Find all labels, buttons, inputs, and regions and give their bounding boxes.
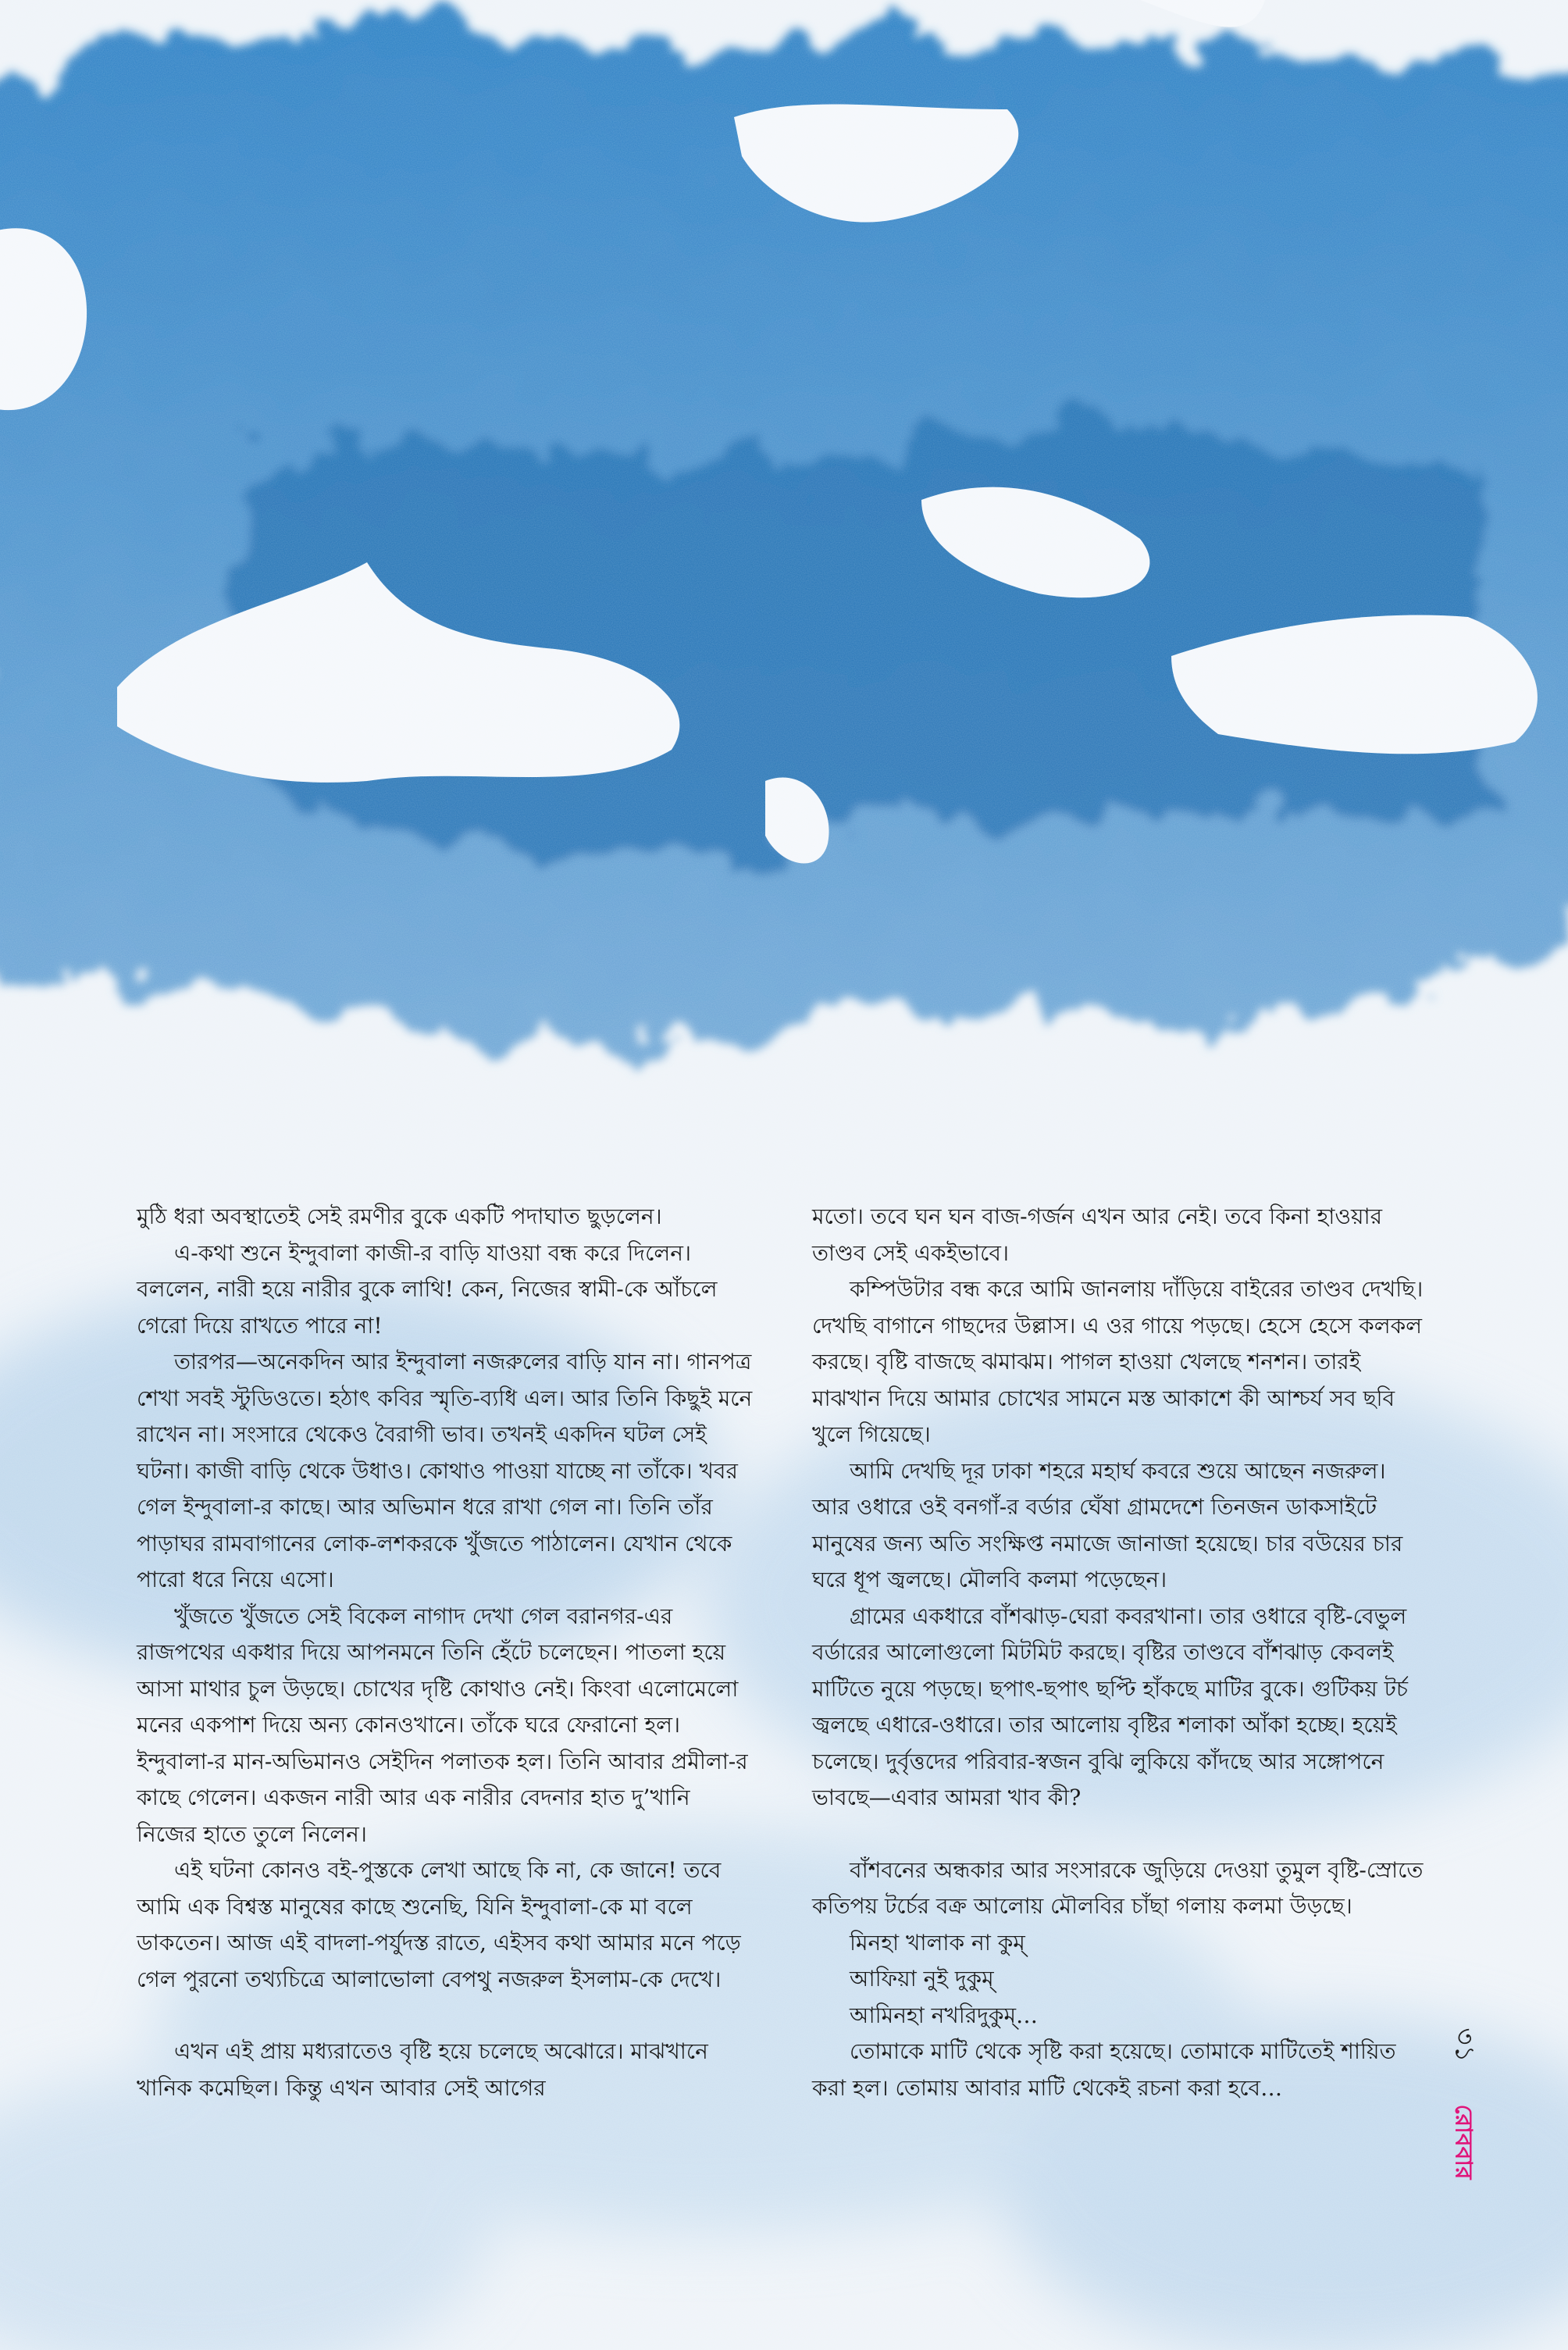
- paragraph: এ-কথা শুনে ইন্দুবালা কাজী-র বাড়ি যাওয়া বন্ধ করে দিলেন। বললেন, নারী হয়ে নারীর বুকে লাথি! কেন, নিজের স্বামী-কে আঁচলে গেরো দিয়ে রাখতে পারে না!: [137, 1239, 718, 1339]
- paragraph: কম্পিউটার বন্ধ করে আমি জানলায় দাঁড়িয়ে বাইরের তাণ্ডব দেখছি। দেখছি বাগানে গাছদের উল্লাস। এ ওর গায়ে পড়ছে। হেসে হেসে কলকল করছে। বৃষ্টি বাজছে ঝমাঝম। পাগল হাওয়া খেলছে শনশন। তারই মাঝখান দিয়ে আমার চোখের সামনে মস্ত আকাশে কী আশ্চর্য সব ছবি খুলে গিয়েছে।: [812, 1276, 1424, 1447]
- paragraph: মুঠি ধরা অবস্থাতেই সেই রমণীর বুকে একটি পদাঘাত ছুড়লেন।: [137, 1204, 662, 1229]
- magazine-name: রোববার: [1449, 2104, 1477, 2180]
- paragraph: এই ঘটনা কোনও বই-পুস্তকে লেখা আছে কি না, কে জানে! তবে আমি এক বিশ্বস্ত মানুষের কাছে শুনেছি, যিনি ইন্দুবালা-কে মা বলে ডাকতেন। আজ এই বাদলা-পর্যুদস্ত রাতে, এইসব কথা আমার মনে পড়ে গেল পুরনো তথ্যচিত্রে আলাভোলা বেপথু নজরুল ইসলাম-কে দেখে।: [137, 1857, 741, 1992]
- article-column-left: [137, 1199, 754, 2106]
- paragraph: খুঁজতে খুঁজতে সেই বিকেল নাগাদ দেখা গেল বরানগর-এর রাজপথের একধার দিয়ে আপনমনে তিনি হেঁটে চলেছেন। পাতলা হয়ে আসা মাথার চুল উড়ছে। চোখের দৃষ্টি কোথাও নেই। কিংবা এলোমেলো মনের একপাশ দিয়ে অন্য কোনওখানে। তাঁকে ঘরে ফেরানো হল। ইন্দুবালা-র মান-অভিমানও সেইদিন পলাতক হল। তিনি আবার প্রমীলা-র কাছে গেলেন। একজন নারী আর এক নারীর বেদনার হাত দু’খানি নিজের হাতে তুলে নিলেন।: [137, 1603, 748, 1847]
- paragraph: তোমাকে মাটি থেকে সৃষ্টি করা হয়েছে। তোমাকে মাটিতেই শায়িত করা হল। তোমায় আবার মাটি থেকেই রচনা করা হবে…: [812, 2038, 1396, 2101]
- verse-line: আমিনহা নখরিদুকুম্…: [850, 2002, 1039, 2028]
- article-column-right: [812, 1199, 1429, 2106]
- paragraph: এখন এই প্রায় মধ্যরাতেও বৃষ্টি হয়ে চলেছে অঝোরে। মাঝখানে খানিক কমেছিল। কিন্তু এখন আবার সেই আগের: [137, 2038, 708, 2101]
- paragraph: মতো। তবে ঘন ঘন বাজ-গর্জন এখন আর নেই। তবে কিনা হাওয়ার তাণ্ডব সেই একইভাবে।: [812, 1204, 1382, 1266]
- verse-line: আফিয়া নুই দুকুম্: [850, 1966, 994, 1992]
- paragraph: আমি দেখছি দূর ঢাকা শহরে মহার্ঘ কবরে শুয়ে আছেন নজরুল। আর ওধারে ওই বনগাঁ-র বর্ডার ঘেঁষা গ্রামদেশে তিনজন ডাকসাইটে মানুষের জন্য অতি সংক্ষিপ্ত নমাজে জানাজা হয়েছে। চার বউয়ের চার ঘরে ধূপ জ্বলছে। মৌলবি কলমা পড়েছেন।: [812, 1457, 1403, 1592]
- section-break: [812, 1817, 1429, 1853]
- verse-line: মিনহা খালাক না কুম্: [850, 1929, 1025, 1956]
- section-break: [137, 1998, 754, 2034]
- page-number: ৩১: [1449, 2027, 1481, 2063]
- paragraph: তারপর—অনেকদিন আর ইন্দুবালা নজরুলের বাড়ি যান না। গানপত্র শেখা সবই স্টুডিওতে। হঠাৎ কবির স্মৃতি-ব্যধি এল। আর তিনি কিছুই মনে রাখেন না। সংসারে থেকেও বৈরাগী ভাব। তখনই একদিন ঘটল সেই ঘটনা। কাজী বাড়ি থেকে উধাও। কোথাও পাওয়া যাচ্ছে না তাঁকে। খবর গেল ইন্দুবালা-র কাছে। আর অভিমান ধরে রাখা গেল না। তিনি তাঁর পাড়াঘর রামবাগানের লোক-লশকরকে খুঁজতে পাঠালেন। যেখান থেকে পারো ধরে নিয়ে এসো।: [137, 1349, 753, 1592]
- paragraph: বাঁশবনের অন্ধকার আর সংসারকে জুড়িয়ে দেওয়া তুমুল বৃষ্টি-স্রোতে কতিপয় টর্চের বক্র আলোয় মৌলবির চাঁছা গলায় কলমা উড়ছে।: [812, 1856, 1424, 1919]
- folio: [1443, 2023, 1482, 2180]
- paragraph: গ্রামের একধারে বাঁশঝাড়-ঘেরা কবরখানা। তার ওধারে বৃষ্টি-বেভুল বর্ডারের আলোগুলো মিটমিট করছে। বৃষ্টির তাণ্ডবে বাঁশঝাড় কেবলই মাটিতে নুয়ে পড়ছে। ছপাৎ-ছপাৎ ছপ্টি হাঁকছে মাটির বুকে। গুটিকয় টর্চ জ্বলছে এধারে-ওধারে। তার আলোয় বৃষ্টির শলাকা আঁকা হচ্ছে। হয়েই চলেছে। দুর্বৃত্তদের পরিবার-স্বজন বুঝি লুকিয়ে কাঁদছে আর সঙ্গোপনে ভাবছে—এবার আমরা খাব কী?: [812, 1603, 1409, 1810]
